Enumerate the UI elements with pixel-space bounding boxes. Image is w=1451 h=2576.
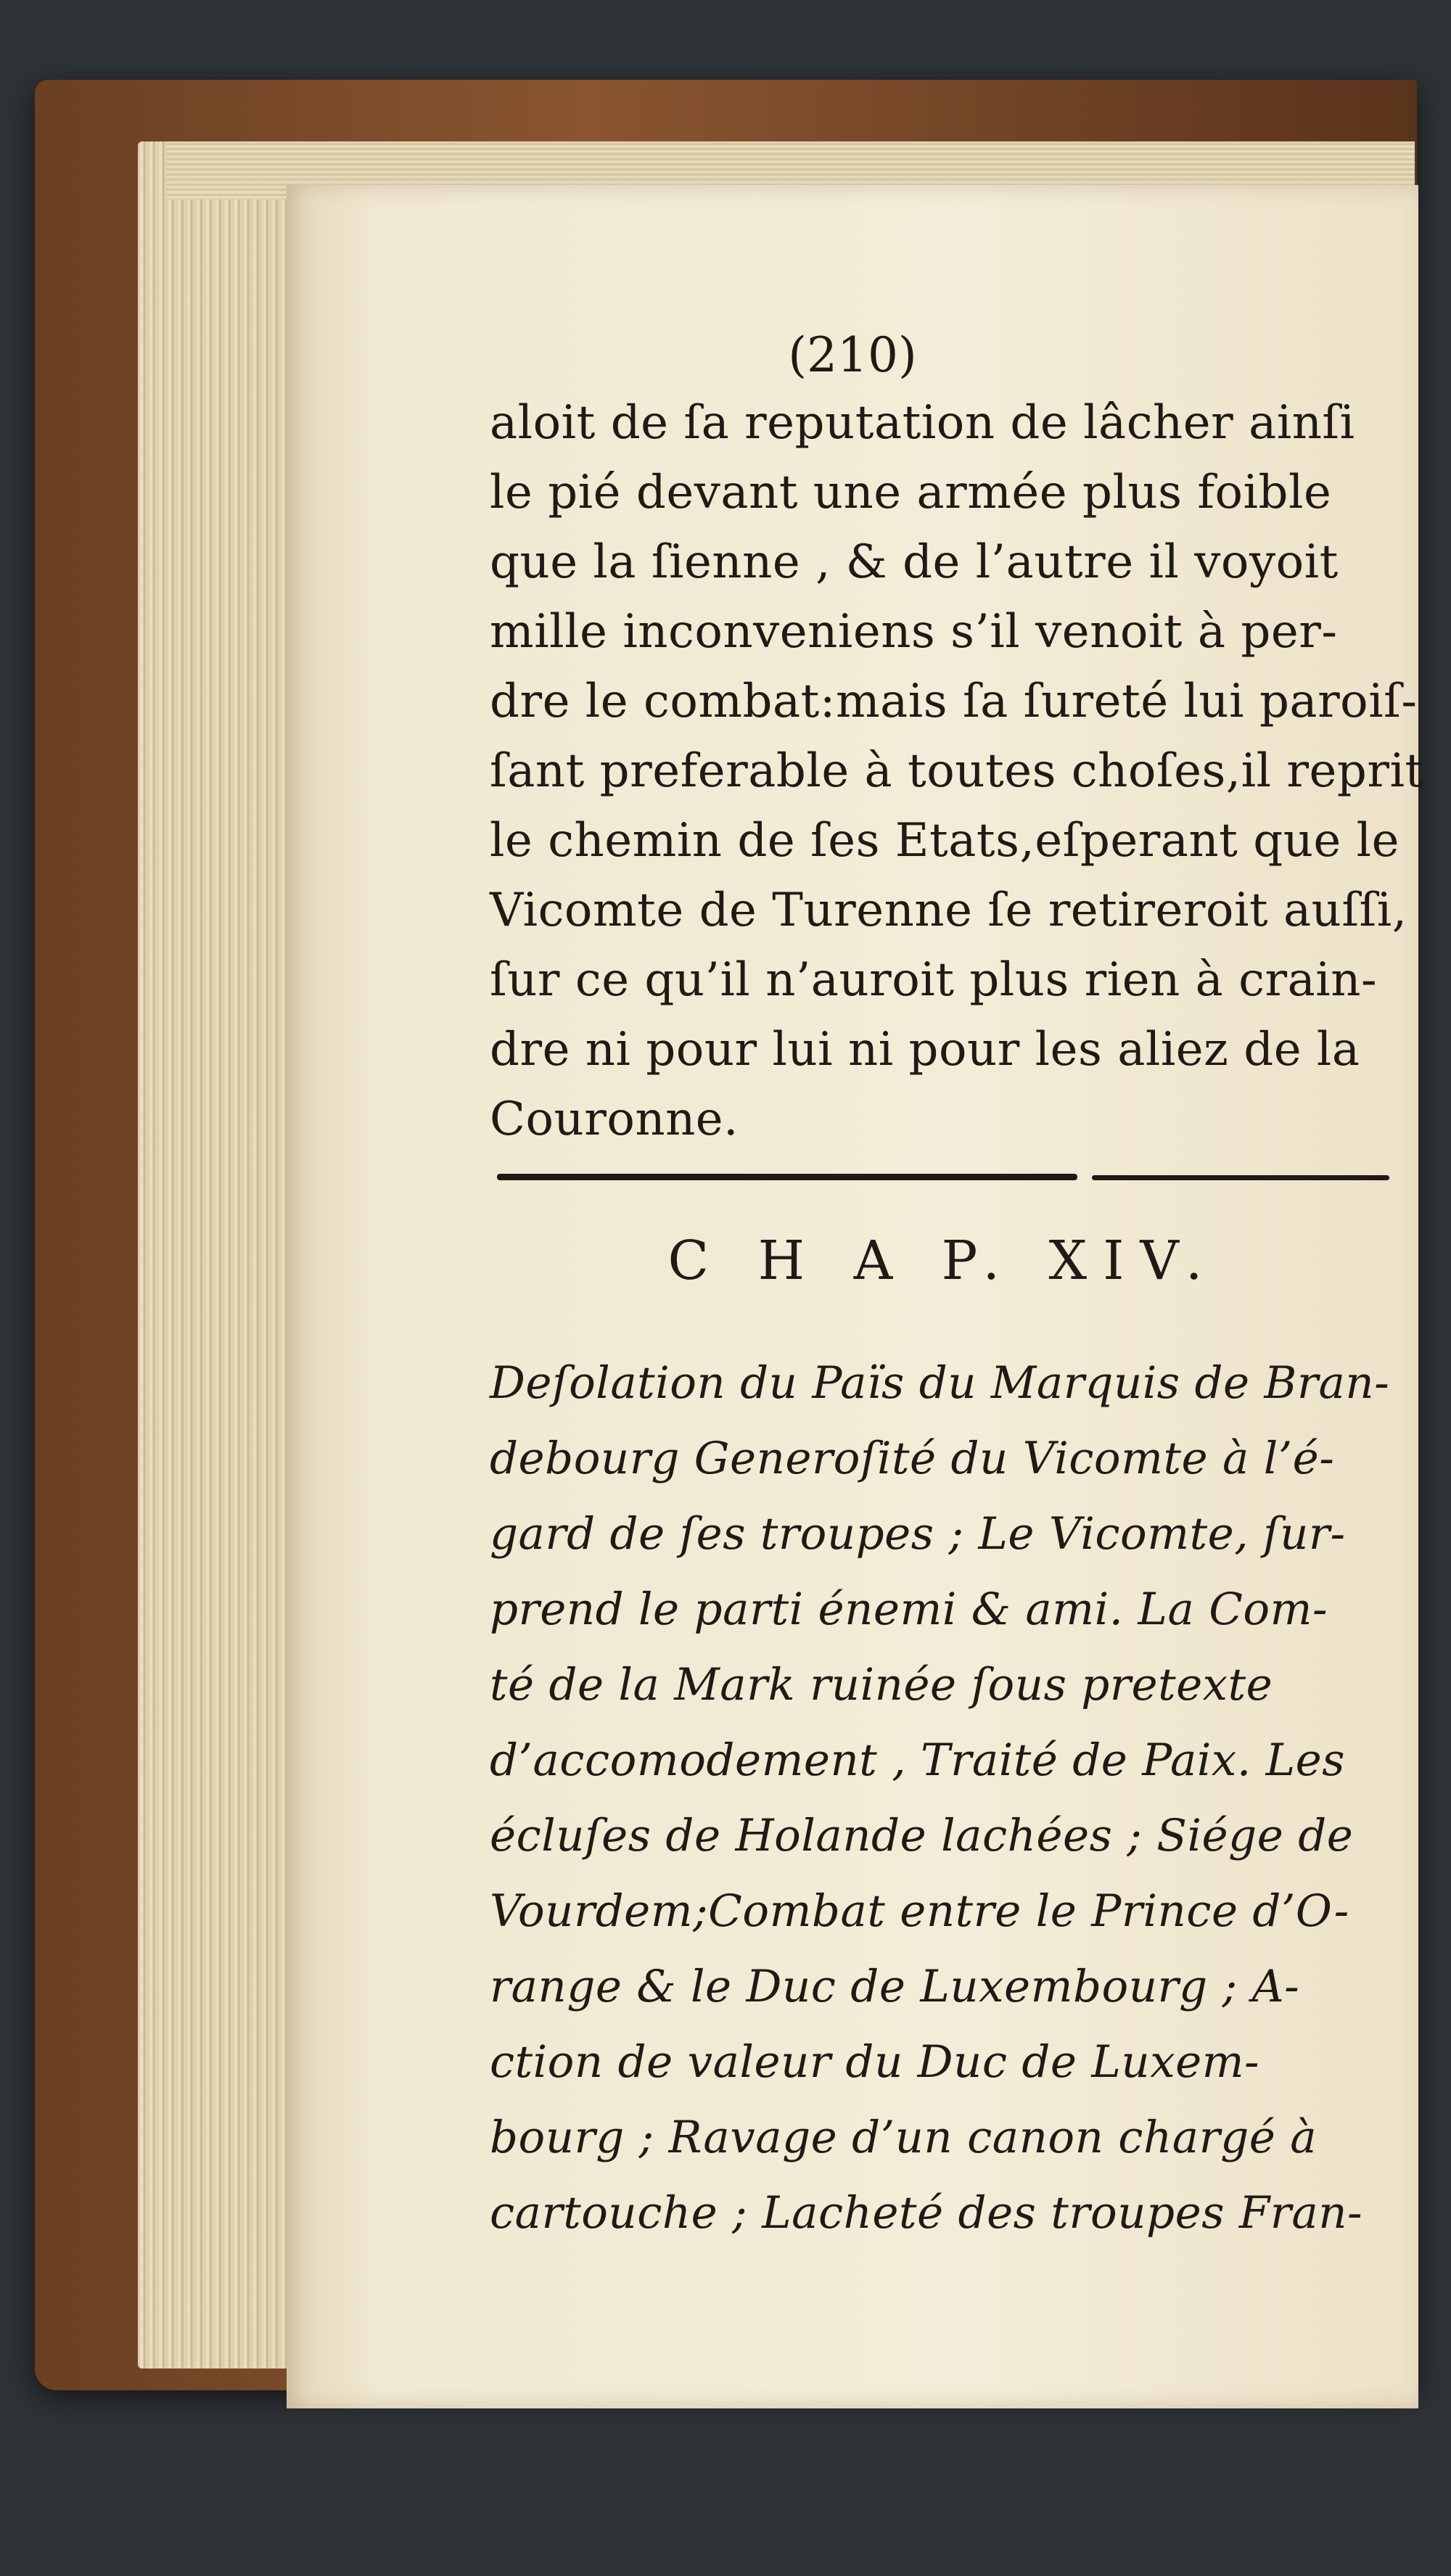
text-line: que la ſienne , & de l’autre il voyoit bbox=[490, 535, 1339, 589]
chapter-divider bbox=[497, 1168, 1389, 1190]
text-line: dre le combat:mais ſa ſureté lui paroiſ- bbox=[490, 675, 1418, 728]
summary-line: Deſolation du Païs du Marquis de Bran- bbox=[490, 1357, 1390, 1409]
summary-line: té de la Mark ruinée ſous pretexte bbox=[490, 1659, 1273, 1711]
text-line: mille inconveniens s’il venoit à per- bbox=[490, 605, 1338, 659]
summary-line: cartouche ; Lacheté des troupes Fran- bbox=[490, 2187, 1363, 2239]
text-line: le chemin de ſes Etats,eſperant que le bbox=[490, 814, 1399, 868]
page-number: (210) bbox=[788, 327, 917, 383]
text-line: Couronne. bbox=[490, 1092, 739, 1146]
chapter-summary bbox=[490, 1346, 1426, 2251]
text-line: dre ni pour lui ni pour les aliez de la bbox=[490, 1023, 1360, 1077]
text-line: ſur ce qu’il n’auroit plus rien à crain- bbox=[490, 953, 1378, 1007]
summary-line: range & le Duc de Luxembourg ; A- bbox=[490, 1961, 1300, 2012]
summary-line: ction de valeur du Duc de Luxem- bbox=[490, 2036, 1260, 2088]
page-edges bbox=[138, 141, 305, 2369]
summary-line: d’accomodement , Traité de Paix. Les bbox=[490, 1735, 1346, 1786]
summary-line: Vourdem;Combat entre le Prince d’O- bbox=[490, 1885, 1349, 1937]
divider-rule bbox=[1092, 1175, 1389, 1180]
text-line: le pié devant une armée plus foible bbox=[490, 466, 1332, 519]
chapter-heading: C H A P. XIV. bbox=[667, 1230, 1219, 1292]
summary-line: debourg Generoſité du Vicomte à l’é- bbox=[490, 1433, 1335, 1484]
summary-line: écluſes de Holande lachées ; Siége de bbox=[490, 1810, 1354, 1861]
summary-line: bourg ; Ravage d’un canon chargé à bbox=[490, 2112, 1318, 2163]
text-line: Vicomte de Turenne ſe retireroit auſſi, bbox=[490, 884, 1407, 937]
text-line: ſant preferable à toutes choſes,il reprit bbox=[490, 744, 1424, 798]
divider-rule bbox=[497, 1174, 1077, 1180]
book-page bbox=[287, 185, 1424, 2408]
summary-line: prend le parti énemi & ami. La Com- bbox=[490, 1584, 1328, 1635]
summary-line: gard de ſes troupes ; Le Vicomte, ſur- bbox=[490, 1508, 1346, 1560]
text-line: aloit de ſa reputation de lâcher ainſi bbox=[490, 396, 1355, 450]
body-text bbox=[490, 323, 1424, 1154]
